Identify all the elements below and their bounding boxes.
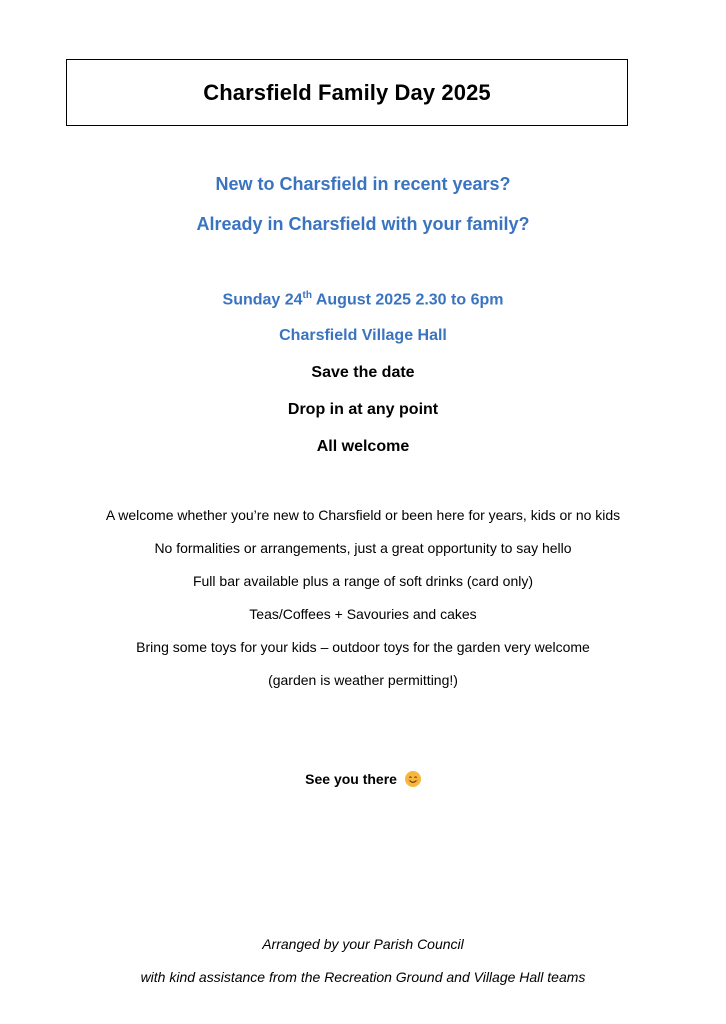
question-family: Already in Charsfield with your family? [196, 214, 530, 234]
highlight-all-welcome: All welcome [316, 438, 410, 455]
event-day-suffix: th [302, 290, 312, 301]
detail-line: Full bar available plus a range of soft drinks (card only) [192, 573, 534, 589]
event-day: Sunday 24 [222, 291, 303, 309]
smiley-face-icon [405, 771, 421, 787]
footer-assistance: with kind assistance from the Recreation Ground and Village Hall teams [140, 969, 586, 985]
highlight-drop-in: Drop in at any point [287, 401, 439, 418]
detail-line: A welcome whether you’re new to Charsfield or been here for years, kids or no kids [105, 507, 621, 523]
event-date [0, 290, 726, 309]
detail-line: No formalities or arrangements, just a great opportunity to say hello [154, 540, 572, 556]
event-date-rest: August 2025 2.30 to 6pm [312, 291, 504, 309]
highlight-save-date: Save the date [311, 364, 415, 381]
event-venue: Charsfield Village Hall [279, 327, 447, 344]
detail-line: Bring some toys for your kids – outdoor toys for the garden very welcome [136, 639, 590, 655]
footer-arranged: Arranged by your Parish Council [262, 936, 464, 952]
question-new: New to Charsfield in recent years? [215, 174, 511, 194]
detail-line: (garden is weather permitting!) [268, 672, 458, 688]
detail-line: Teas/Coffees + Savouries and cakes [249, 606, 477, 622]
title-box [66, 59, 628, 126]
closing-line [0, 771, 726, 787]
page-title: Charsfield Family Day 2025 [203, 79, 491, 105]
closing-text: See you there [305, 771, 397, 787]
